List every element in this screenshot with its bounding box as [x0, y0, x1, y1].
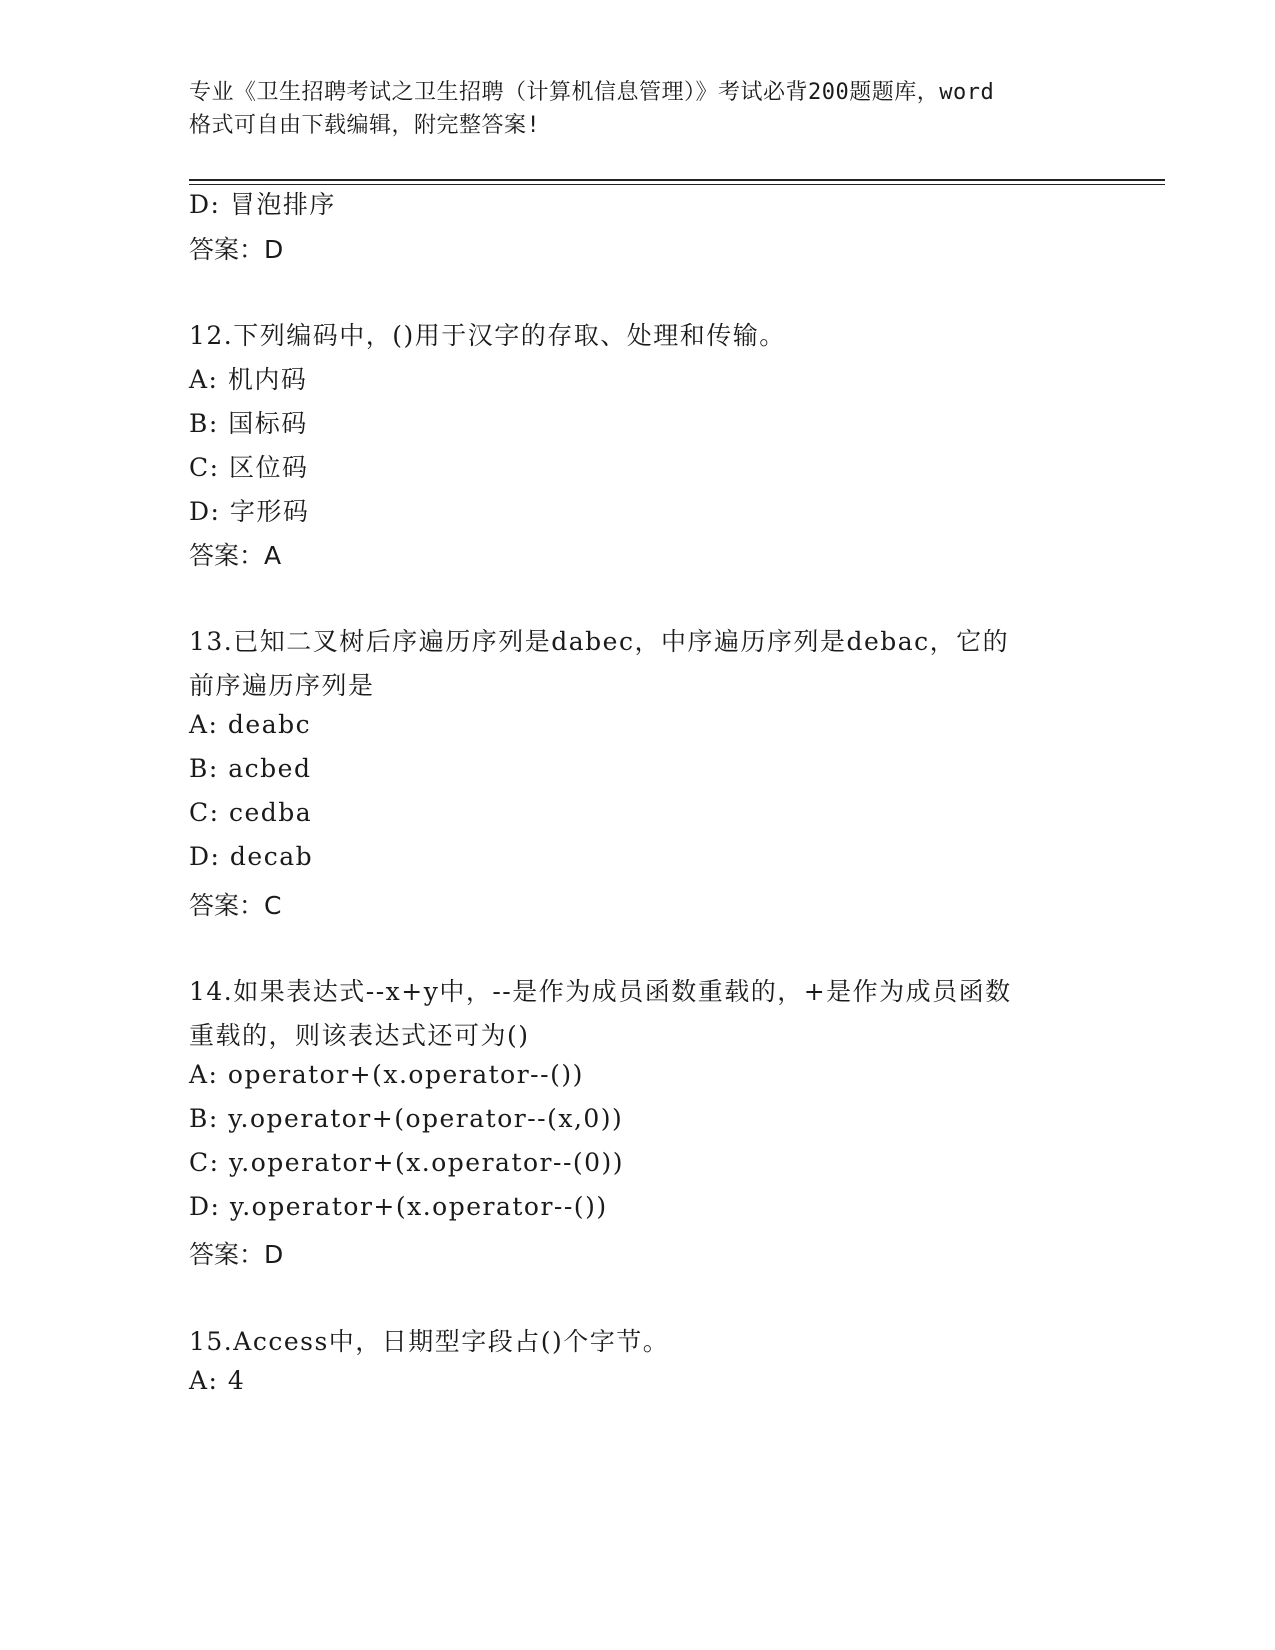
q13-option-d: D: decab — [189, 842, 314, 871]
q12-answer: 答案：A — [189, 541, 282, 570]
header-line-2: 格式可自由下载编辑，附完整答案! — [189, 113, 541, 138]
q11-answer: 答案：D — [189, 235, 284, 264]
q13-option-a: A: deabc — [189, 710, 312, 739]
header-line-1: 专业《卫生招聘考试之卫生招聘（计算机信息管理）》考试必背200题题库，word — [189, 80, 995, 105]
q14-option-b: B: y.operator+(operator--(x,0)) — [189, 1104, 624, 1133]
q14-stem-line-2: 重载的，则该表达式还可为() — [189, 1021, 530, 1050]
q12-option-c: C: 区位码 — [189, 453, 309, 482]
q14-answer: 答案：D — [189, 1240, 284, 1269]
q13-option-c: C: cedba — [189, 798, 313, 827]
q14-stem-line-1: 14.如果表达式--x+y中，--是作为成员函数重载的，+是作为成员函数 — [189, 977, 1012, 1006]
q13-stem-line-2: 前序遍历序列是 — [189, 671, 375, 700]
q14-option-d: D: y.operator+(x.operator--()) — [189, 1192, 608, 1221]
q15-option-a: A: 4 — [189, 1366, 246, 1395]
q14-option-a: A: operator+(x.operator--()) — [189, 1060, 584, 1089]
q13-answer: 答案：C — [189, 891, 282, 920]
q12-option-a: A: 机内码 — [189, 365, 308, 394]
q12-stem: 12.下列编码中，()用于汉字的存取、处理和传输。 — [189, 321, 786, 350]
q11-option-d: D: 冒泡排序 — [189, 190, 336, 219]
q12-option-d: D: 字形码 — [189, 497, 310, 526]
q12-option-b: B: 国标码 — [189, 409, 308, 438]
q13-option-b: B: acbed — [189, 754, 312, 783]
header-divider-thick — [189, 179, 1165, 181]
q14-option-c: C: y.operator+(x.operator--(0)) — [189, 1148, 625, 1177]
q13-stem-line-1: 13.已知二叉树后序遍历序列是dabec，中序遍历序列是debac，它的 — [189, 627, 1010, 656]
q15-stem: 15.Access中，日期型字段占()个字节。 — [189, 1327, 670, 1356]
document-header — [189, 76, 1089, 142]
